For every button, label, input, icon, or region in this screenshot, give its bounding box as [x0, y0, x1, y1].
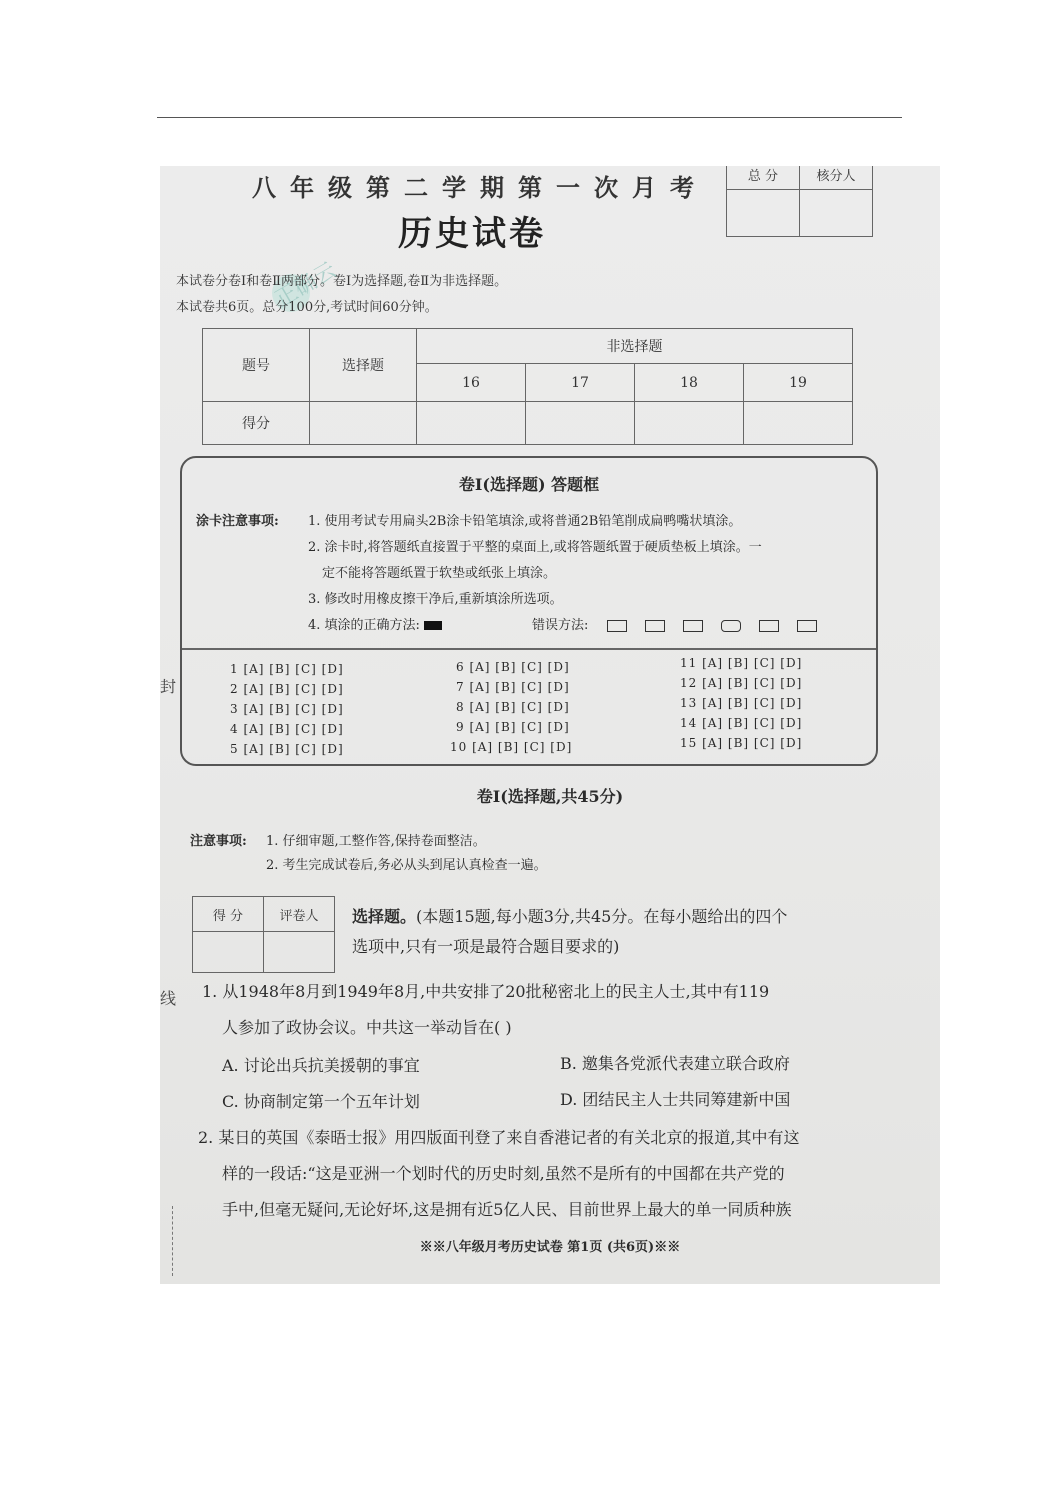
correct-fill-icon — [424, 621, 442, 630]
note-4-text: 4. 填涂的正确方法: — [308, 618, 420, 633]
note-2-cont: 定不能将答题纸置于软垫或纸张上填涂。 — [322, 566, 557, 581]
option-row-7[interactable]: 7 [A] [B] [C] [D] — [456, 680, 570, 694]
option-row-4[interactable]: 4 [A] [B] [C] [D] — [230, 722, 344, 736]
question-1-option-c[interactable]: C. 协商制定第一个五年计划 — [222, 1092, 420, 1111]
option-row-13[interactable]: 13 [A] [B] [C] [D] — [680, 696, 803, 710]
section-heading-rest: (本题15题,每小题3分,共45分。在每小题给出的四个 — [416, 907, 788, 926]
corner-total-cell — [727, 190, 800, 237]
attention-1: 1. 仔细审题,工整作答,保持卷面整洁。 — [266, 834, 486, 849]
col-qnum: 题号 — [203, 329, 310, 402]
watermark: 正确云 — [271, 257, 341, 313]
note-2: 2. 涂卡时,将答题纸直接置于平整的桌面上,或将答题纸置于硬质垫板上填涂。一 — [308, 540, 762, 555]
section-heading — [352, 902, 892, 962]
grader-table — [192, 896, 335, 973]
answer-box — [180, 456, 878, 766]
option-row-8[interactable]: 8 [A] [B] [C] [D] — [456, 700, 570, 714]
grader-score-label: 得 分 — [193, 897, 264, 932]
section-heading-bold: 选择题。 — [352, 907, 417, 926]
note-3: 3. 修改时用橡皮擦干净后,重新填涂所选项。 — [308, 592, 563, 607]
wrong-circle-icon — [759, 620, 779, 632]
question-1-option-a[interactable]: A. 讨论出兵抗美援朝的事宜 — [222, 1056, 420, 1075]
option-row-1[interactable]: 1 [A] [B] [C] [D] — [230, 662, 344, 676]
option-row-6[interactable]: 6 [A] [B] [C] [D] — [456, 660, 570, 674]
option-row-5[interactable]: 5 [A] [B] [C] [D] — [230, 742, 344, 756]
wrong-methods — [532, 614, 817, 633]
grader-name-label: 评卷人 — [264, 897, 335, 932]
score-cell-19 — [744, 402, 853, 445]
corner-total-label: 总 分 — [727, 166, 800, 190]
score-table — [202, 328, 853, 445]
exam-title: 八年级第二学期第一次月考 — [252, 173, 708, 202]
col-19: 19 — [744, 364, 853, 402]
col-18: 18 — [635, 364, 744, 402]
score-cell-18 — [635, 402, 744, 445]
intro-line-2: 本试卷共6页。总分100分,考试时间60分钟。 — [176, 300, 438, 315]
corner-checker-label: 核分人 — [800, 166, 873, 190]
question-2-line-2: 样的一段话:“这是亚洲一个划时代的历史时刻,虽然不是所有的中国都在共产党的 — [222, 1164, 785, 1183]
attention-label: 注意事项: — [190, 834, 247, 849]
wrong-check-icon — [607, 620, 627, 632]
wrong-slash-icon — [797, 620, 817, 632]
answer-box-title: 卷Ⅰ(选择题) 答题框 — [458, 475, 600, 494]
question-1-line-1: 1. 从1948年8月到1949年8月,中共安排了20批秘密北上的民主人士,其中有119 — [202, 982, 770, 1001]
question-1-option-b[interactable]: B. 邀集各党派代表建立联合政府 — [560, 1054, 790, 1073]
wrong-label: 错误方法: — [532, 618, 589, 633]
section-heading-line2: 选项中,只有一项是最符合题目要求的) — [352, 937, 620, 956]
col-nonchoice: 非选择题 — [417, 329, 853, 364]
question-2-line-1: 2. 某日的英国《泰晤士报》用四版面刊登了来自香港记者的有关北京的报道,其中有这 — [198, 1128, 800, 1147]
notes-label: 涂卡注意事项: — [196, 514, 279, 529]
score-cell-choice — [310, 402, 417, 445]
exam-page-photo — [160, 166, 940, 1284]
option-row-10[interactable]: 10 [A] [B] [C] [D] — [450, 740, 573, 754]
score-cell-16 — [417, 402, 526, 445]
question-1-line-2: 人参加了政协会议。中共这一举动旨在( ) — [222, 1018, 512, 1037]
col-17: 17 — [526, 364, 635, 402]
grader-name-cell — [264, 932, 335, 973]
option-row-2[interactable]: 2 [A] [B] [C] [D] — [230, 682, 344, 696]
binding-dash-line — [172, 1206, 174, 1276]
intro-line-1: 本试卷分卷Ⅰ和卷Ⅱ两部分。卷Ⅰ为选择题,卷Ⅱ为非选择题。 — [176, 274, 508, 289]
option-row-14[interactable]: 14 [A] [B] [C] [D] — [680, 716, 803, 730]
col-choice: 选择题 — [310, 329, 417, 402]
wrong-dot-icon — [645, 620, 665, 632]
option-row-9[interactable]: 9 [A] [B] [C] [D] — [456, 720, 570, 734]
col-16: 16 — [417, 364, 526, 402]
wrong-cross-icon — [683, 620, 703, 632]
option-row-3[interactable]: 3 [A] [B] [C] [D] — [230, 702, 344, 716]
section-title: 卷Ⅰ(选择题,共45分) — [476, 787, 624, 806]
subject-title: 历史试卷 — [398, 214, 546, 254]
question-1-option-d[interactable]: D. 团结民主人士共同筹建新中国 — [560, 1090, 791, 1109]
option-row-11[interactable]: 11 [A] [B] [C] [D] — [680, 656, 803, 670]
grader-score-cell — [193, 932, 264, 973]
question-2-line-3: 手中,但毫无疑问,无论好坏,这是拥有近5亿人民、目前世界上最大的单一同质种族 — [222, 1200, 792, 1219]
option-row-12[interactable]: 12 [A] [B] [C] [D] — [680, 676, 803, 690]
page-footer: ※※八年级月考历史试卷 第1页 (共6页)※※ — [419, 1240, 681, 1255]
binding-mark-xian: 线 — [160, 989, 177, 1008]
binding-mark-feng: 封 — [160, 677, 177, 696]
corner-score-table — [726, 166, 873, 237]
row-score-label: 得分 — [203, 402, 310, 445]
note-4 — [308, 614, 442, 633]
answer-box-divider — [182, 648, 876, 650]
corner-checker-cell — [800, 190, 873, 237]
wrong-outline-icon — [721, 620, 741, 632]
score-cell-17 — [526, 402, 635, 445]
attention-2: 2. 考生完成试卷后,务必从头到尾认真检查一遍。 — [266, 858, 547, 873]
top-rule — [157, 117, 902, 118]
option-row-15[interactable]: 15 [A] [B] [C] [D] — [680, 736, 803, 750]
note-1: 1. 使用考试专用扁头2B涂卡铅笔填涂,或将普通2B铅笔削成扁鸭嘴状填涂。 — [308, 514, 742, 529]
